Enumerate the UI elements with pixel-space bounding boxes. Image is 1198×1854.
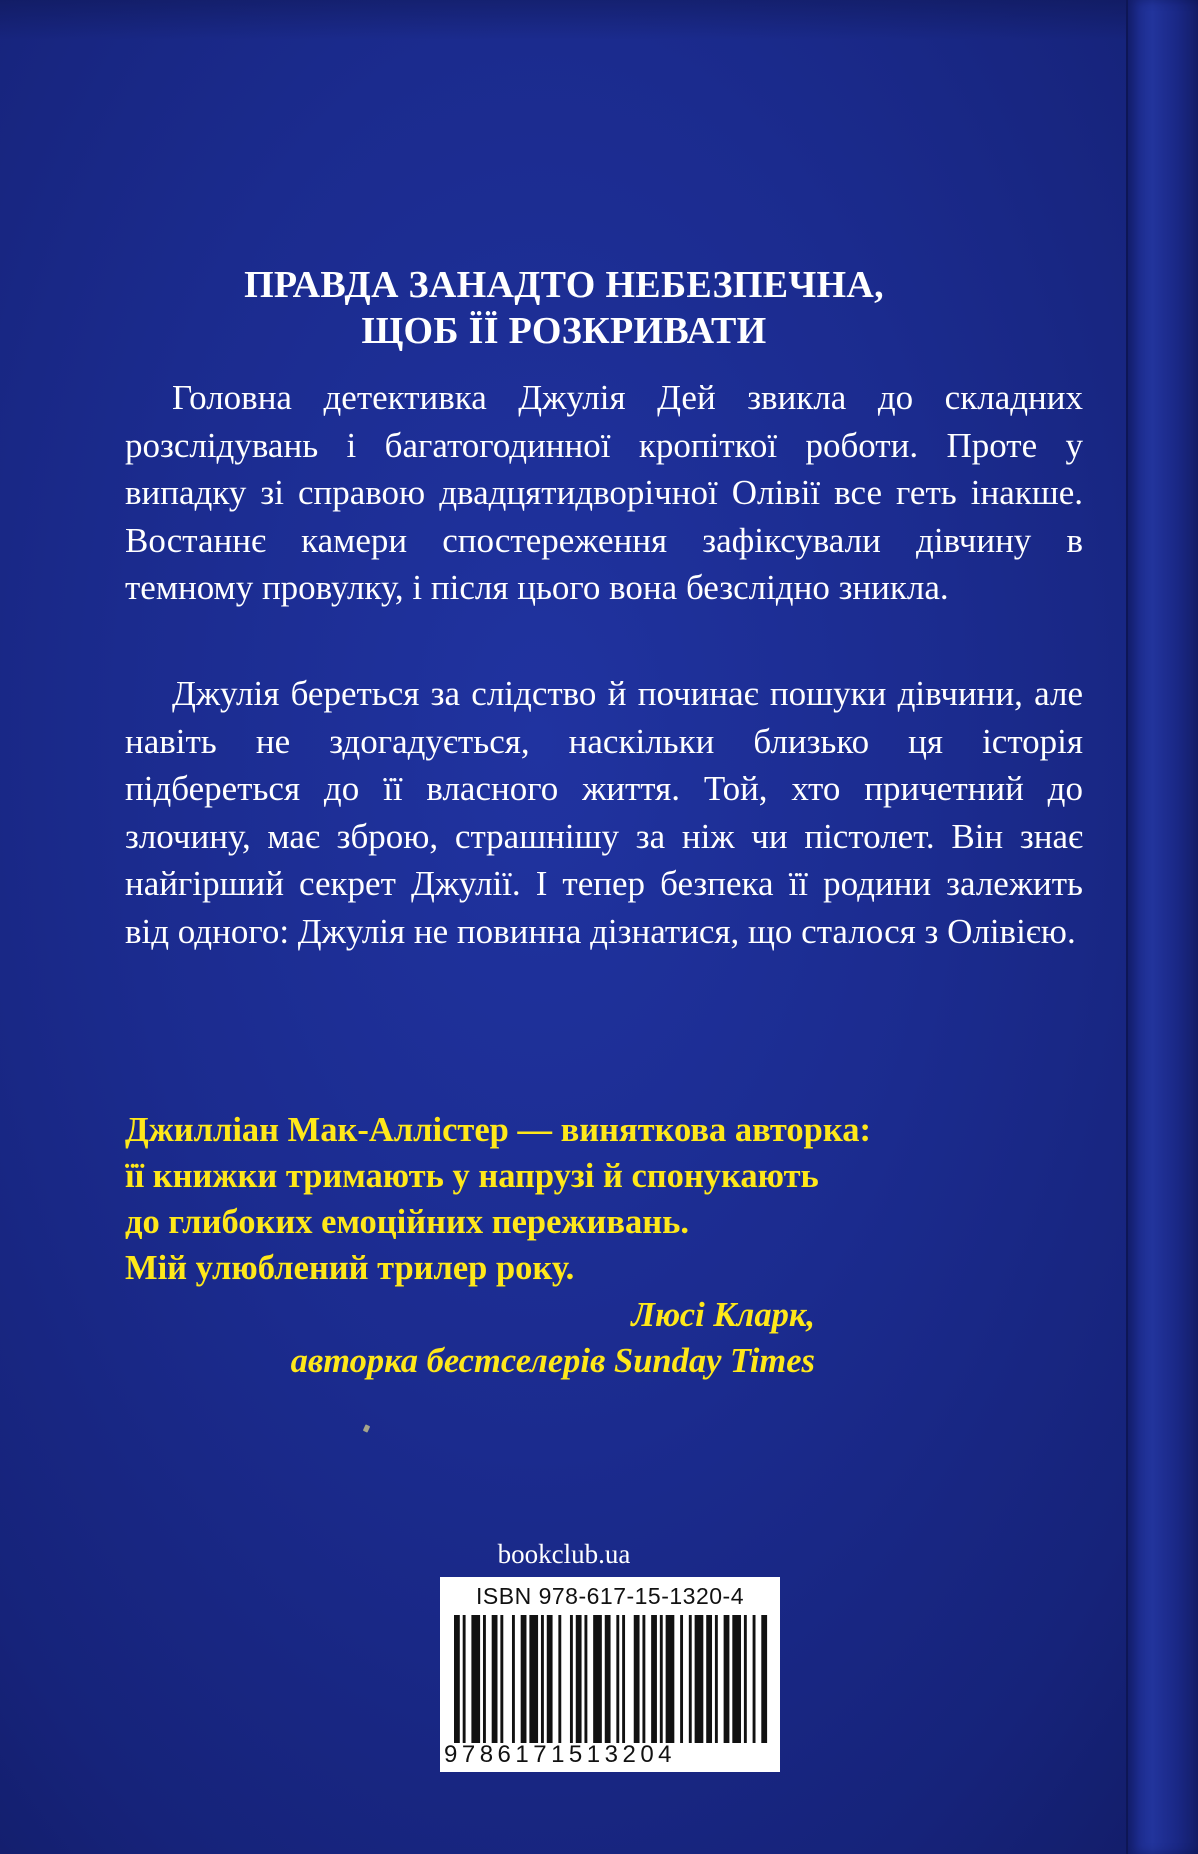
barcode-bar <box>558 1615 561 1743</box>
barcode-bar <box>500 1615 503 1743</box>
barcode-bar <box>680 1615 683 1743</box>
publisher-website: bookclub.ua <box>497 1539 631 1569</box>
headline-line-1: ПРАВДА ЗАНАДТО НЕБЕЗПЕЧНА, <box>244 264 884 306</box>
barcode-bar <box>753 1615 756 1743</box>
barcode-bar <box>706 1615 712 1743</box>
quote-line-2: її книжки тримають у напрузі й спонукають <box>125 1157 819 1195</box>
synopsis-paragraph-2: Джулія береться за слідство й починає пошуки дівчини, але навіть не здогадується, наскільки близько ця історія підбереться до її власного життя. Той, хто причетний до злочину, має зброю, страшнішу за ніж чи пістолет. Він знає найгірший секрет Джулії. І тепер безпека її родини залежить від одного: Джулія не повинна дізнатися, що сталося з Олівією. <box>125 674 1083 951</box>
quote-author-description: авторка бестселерів Sunday Times <box>290 1342 815 1380</box>
headline <box>0 262 1128 354</box>
barcode-bar <box>570 1615 573 1743</box>
barcode-bar <box>622 1615 625 1743</box>
barcode-bar <box>471 1615 480 1743</box>
barcode-bar <box>651 1615 657 1743</box>
print-speck <box>363 1424 370 1432</box>
barcode-bar <box>744 1615 747 1743</box>
barcode-bar <box>715 1615 718 1743</box>
quote-author: Люсі Кларк, <box>631 1296 815 1334</box>
barcode-bar <box>695 1615 704 1743</box>
barcode-bar <box>666 1615 675 1743</box>
isbn-label: ISBN 978-617-15-1320-4 <box>476 1583 744 1609</box>
barcode-bar <box>593 1615 602 1743</box>
barcode-bar <box>492 1615 498 1743</box>
barcode-bar <box>547 1615 553 1743</box>
barcode-digits: 9786171513204 <box>444 1741 677 1768</box>
barcode-bar <box>584 1615 587 1743</box>
barcode-bar <box>689 1615 692 1743</box>
barcode-bar <box>605 1615 611 1743</box>
barcode-bar <box>529 1615 538 1743</box>
barcode-bar <box>576 1615 582 1743</box>
review-quote <box>125 1107 1025 1291</box>
barcode-bar <box>732 1615 741 1743</box>
barcode-bar <box>463 1615 466 1743</box>
top-shadow <box>0 0 1198 40</box>
barcode-bar <box>724 1615 730 1743</box>
headline-line-2: ЩОБ ЇЇ РОЗКРИВАТИ <box>361 310 767 352</box>
barcode-bar <box>541 1615 544 1743</box>
barcode-bar <box>483 1615 486 1743</box>
barcode-bar <box>616 1615 619 1743</box>
barcode-bar <box>521 1615 527 1743</box>
barcode-bar <box>454 1615 460 1743</box>
barcode-bar <box>660 1615 663 1743</box>
quote-line-4: Мій улюблений трилер року. <box>125 1249 575 1287</box>
barcode-bar <box>512 1615 515 1743</box>
barcode-bar <box>642 1615 645 1743</box>
quote-line-3: до глибоких емоційних переживань. <box>125 1203 689 1241</box>
barcode-bar <box>761 1615 767 1743</box>
synopsis-paragraph-1: Головна детективка Джулія Дей звикла до складних розслідувань і багатогодинної кропіткої роботи. Проте у випадку зі справою двадцятидворічної Олівії все геть інакше. Востаннє камери спостереження зафіксували дівчину в темному провулку, і після цього вона безслідно зникла. <box>125 378 1083 607</box>
spine-edge <box>1126 0 1198 1854</box>
quote-line-1: Джилліан Мак-Аллістер — виняткова авторка: <box>125 1111 871 1149</box>
barcode-bar <box>634 1615 640 1743</box>
barcode-bars <box>454 1615 770 1743</box>
isbn-barcode <box>440 1577 780 1772</box>
